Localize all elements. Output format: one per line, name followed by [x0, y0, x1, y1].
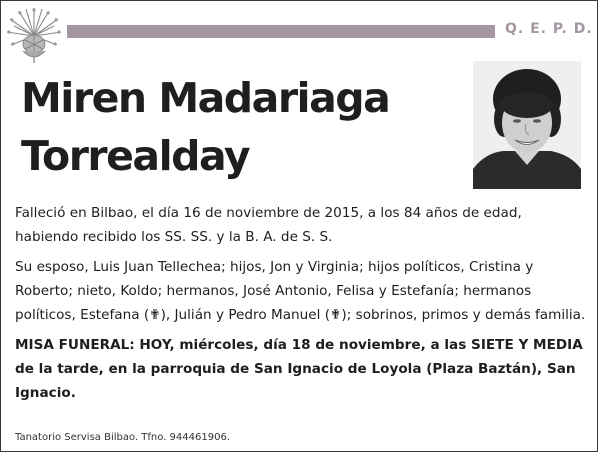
thistle-flower-icon	[5, 5, 63, 63]
funeral-mass-notice: MISA FUNERAL: HOY, miércoles, día 18 de noviembre, a las SIETE Y MEDIA de la tarde, en la parroquia de San Ignacio de Loyola (Plaza Baztán), San Ignacio.	[15, 337, 583, 401]
family-intro: Su esposo, Luis Juan Tellechea; hijos, Jon y Virginia; hijos políticos, Cristina y Roberto; nieto, Koldo; hermanos, José Antonio, Felisa y Estefanía; hermanos políticos, Estefana (	[15, 259, 534, 323]
cross-icon: ✟	[149, 307, 161, 323]
death-notice: Falleció en Bilbao, el día 16 de noviembre de 2015, a los 84 años de edad, habiendo recibido los SS. SS. y la B. A. de S. S.	[15, 205, 522, 245]
name-line-2: Torrealday	[21, 132, 250, 180]
portrait-photo-icon	[473, 61, 581, 189]
family-mid: ), Julián y Pedro Manuel (	[160, 307, 331, 323]
funeral-home-contact: Tanatorio Servisa Bilbao. Tfno. 944461906.	[15, 432, 230, 443]
family-paragraph	[15, 255, 587, 327]
header-band	[67, 25, 495, 38]
family-end: ); sobrinos, primos y demás familia.	[341, 307, 586, 323]
deceased-name	[21, 69, 389, 185]
cross-icon: ✟	[330, 307, 342, 323]
obituary-body	[15, 201, 587, 411]
name-line-1: Miren Madariaga	[21, 74, 390, 122]
qepd-label: Q. E. P. D.	[505, 21, 593, 37]
